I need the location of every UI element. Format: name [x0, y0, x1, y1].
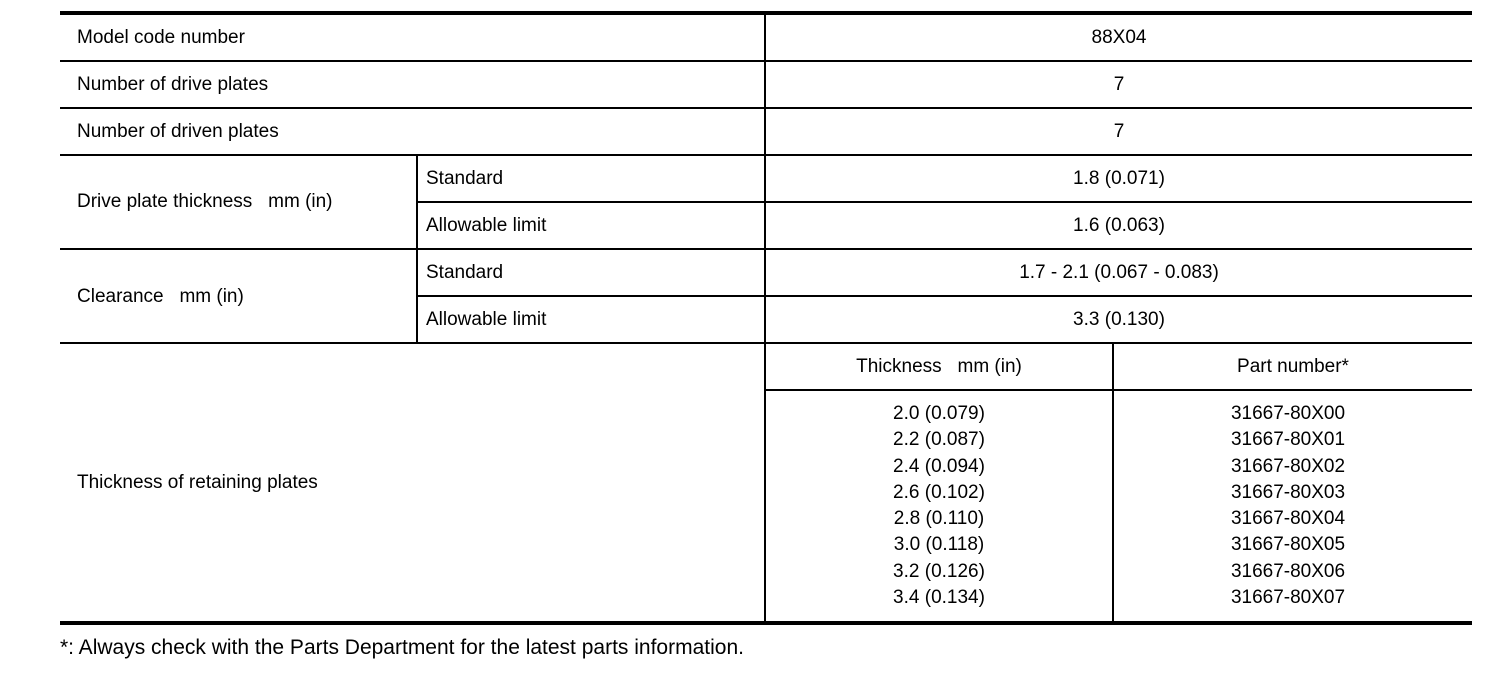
thickness-column-header: Thickness mm (in): [856, 356, 1022, 377]
row-divider: [60, 107, 1472, 109]
list-item: 31667-80X03: [1230, 481, 1346, 503]
retaining-plates-label: Thickness of retaining plates: [77, 472, 318, 493]
clearance-standard-label: Standard: [426, 262, 504, 283]
list-item: 3.0 (0.118): [893, 534, 985, 556]
clearance-limit-label: Allowable limit: [426, 309, 547, 330]
list-item: 31667-80X05: [1230, 534, 1346, 556]
row-divider: [417, 201, 1472, 203]
clearance-limit-value: 3.3 (0.130): [1073, 309, 1165, 330]
drive-plates-value: 7: [1113, 74, 1125, 95]
model-code-value: 88X04: [1091, 27, 1147, 48]
drive-plates-label: Number of drive plates: [77, 74, 269, 95]
clearance-standard-value: 1.7 - 2.1 (0.067 - 0.083): [1019, 262, 1219, 283]
drive-plate-limit-value: 1.6 (0.063): [1073, 215, 1165, 236]
table-top-border: [60, 11, 1472, 15]
row-divider: [60, 342, 1472, 344]
list-item: 2.2 (0.087): [893, 429, 985, 451]
list-item: 31667-80X06: [1230, 560, 1346, 582]
list-item: 31667-80X01: [1230, 429, 1346, 451]
row-divider: [60, 154, 1472, 156]
row-divider: [60, 60, 1472, 62]
row-divider: [417, 295, 1472, 297]
thickness-list: [766, 401, 1112, 611]
row-divider: [765, 389, 1472, 391]
model-code-label: Model code number: [77, 27, 245, 48]
part-number-column-header: Part number*: [1237, 356, 1349, 377]
clearance-label: Clearance mm (in): [77, 286, 244, 307]
row-divider: [60, 248, 1472, 250]
list-item: 31667-80X07: [1230, 587, 1346, 609]
drive-plate-standard-label: Standard: [426, 168, 504, 189]
list-item: 2.6 (0.102): [893, 481, 985, 503]
list-item: 31667-80X04: [1230, 508, 1346, 530]
list-item: 31667-80X00: [1230, 403, 1346, 424]
column-divider: [416, 154, 418, 344]
table-bottom-border: [60, 621, 1472, 625]
drive-plate-limit-label: Allowable limit: [426, 215, 547, 236]
list-item: 2.4 (0.094): [893, 455, 985, 477]
list-item: 3.4 (0.134): [893, 587, 985, 609]
part-number-list: [1114, 401, 1462, 611]
list-item: 2.0 (0.079): [893, 403, 985, 424]
footnote: *: Always check with the Parts Department for the latest parts information.: [60, 636, 744, 659]
list-item: 2.8 (0.110): [893, 508, 985, 530]
drive-plate-standard-value: 1.8 (0.071): [1073, 168, 1165, 189]
driven-plates-value: 7: [1113, 121, 1125, 142]
list-item: 31667-80X02: [1230, 455, 1346, 477]
driven-plates-label: Number of driven plates: [77, 121, 279, 142]
drive-plate-thickness-label: Drive plate thickness mm (in): [77, 191, 333, 212]
list-item: 3.2 (0.126): [893, 560, 985, 582]
